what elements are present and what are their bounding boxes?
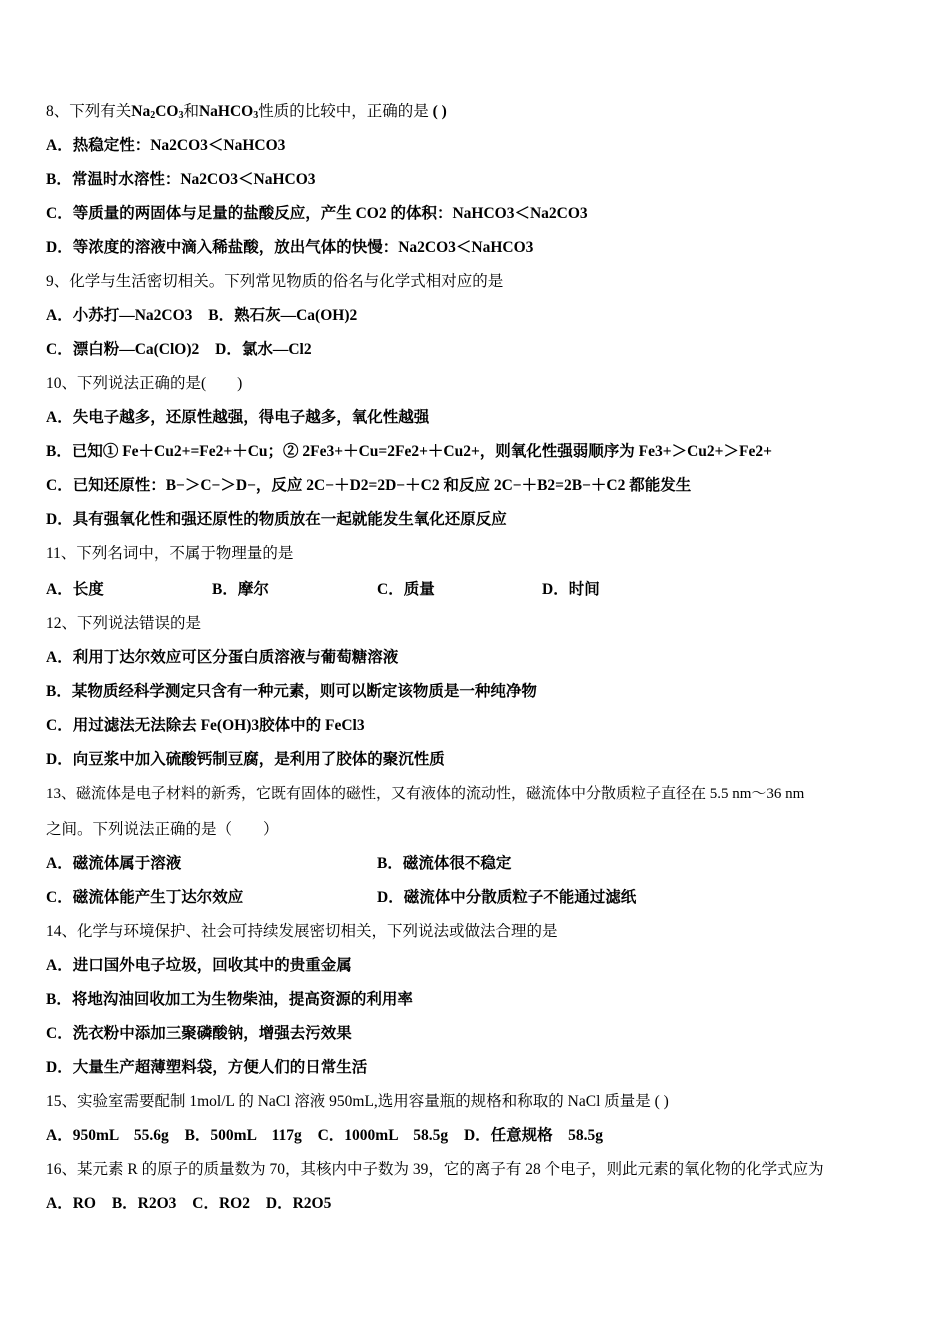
q8-stem-text-b: 和 [183, 103, 199, 120]
q9-option-a: A．小苏打—Na2CO3 [46, 307, 193, 324]
q8-option-b: B．常温时水溶性：Na2CO3＜NaHCO3 [46, 171, 316, 188]
q9-stem: 9、化学与生活密切相关。下列常见物质的俗名与化学式相对应的是 [46, 273, 504, 290]
q14-option-c: C．洗衣粉中添加三聚磷酸钠，增强去污效果 [46, 1025, 352, 1042]
q8-stem-text-a: 8、下列有关 [46, 103, 132, 120]
q15-option-d: D．任意规格 58.5g [463, 1127, 604, 1144]
q12-option-b: B．某物质经科学测定只含有一种元素，则可以断定该物质是一种纯净物 [46, 683, 537, 700]
q15-option-c: C．1000mL 58.5g [317, 1127, 449, 1144]
q11-option-a: A．长度 [46, 581, 104, 598]
q13-stem-line-1: 13、磁流体是电子材料的新秀，它既有固体的磁性，又有液体的流动性，磁流体中分散质粒子直径在 5.5 nm～36 nm [46, 786, 805, 802]
q11-option-d: D．时间 [542, 581, 600, 598]
q8-option-d: D．等浓度的溶液中滴入稀盐酸，放出气体的快慢：Na2CO3＜NaHCO3 [46, 239, 534, 256]
q10-option-d: D．具有强氧化性和强还原性的物质放在一起就能发生氧化还原反应 [46, 511, 507, 528]
q8-paren: ( ) [432, 103, 447, 120]
q16-options-row [46, 1194, 331, 1214]
q14-option-a: A．进口国外电子垃圾，回收其中的贵重金属 [46, 957, 352, 974]
q13-stem-line-2: 之间。下列说法正确的是（ ） [46, 821, 279, 838]
q14-option-d: D．大量生产超薄塑料袋，方便人们的日常生活 [46, 1059, 368, 1076]
q12-option-c: C．用过滤法无法除去 Fe(OH)3胶体中的 FeCl3 [46, 717, 365, 734]
q13-option-d: D．磁流体中分散质粒子不能通过滤纸 [377, 889, 637, 906]
q15-stem: 15、实验室需要配制 1mol/L 的 NaCl 溶液 950mL,选用容量瓶的规格和称取的 NaCl 质量是 ( ) [46, 1093, 669, 1110]
q13-option-c: C．磁流体能产生丁达尔效应 [46, 889, 244, 906]
q11-option-b: B．摩尔 [212, 581, 269, 598]
q12-stem: 12、下列说法错误的是 [46, 615, 202, 632]
q9-option-b: B．熟石灰—Ca(OH)2 [208, 307, 358, 324]
q8-stem-text-c: 性质的比较中，正确的是 [258, 103, 429, 120]
q12-option-a: A．利用丁达尔效应可区分蛋白质溶液与葡萄糖溶液 [46, 649, 399, 666]
q16-option-a: A．RO [46, 1195, 96, 1212]
q16-stem: 16、某元素 R 的原子的质量数为 70，其核内中子数为 39，它的离子有 28 个电子，则此元素的氧化物的化学式应为 [46, 1161, 824, 1178]
q8-stem: 8、下列有关$Na_2CO_3$和NaHCO$_3$性质的比较中，正确的是 ( ) [46, 103, 447, 121]
q11-stem: 11、下列名词中，不属于物理量的是 [46, 545, 294, 562]
q9-option-c: C．漂白粉—Ca(ClO)2 [46, 341, 200, 358]
q11-option-c: C．质量 [377, 581, 435, 598]
q14-option-b: B．将地沟油回收加工为生物柴油，提高资源的利用率 [46, 991, 413, 1008]
q10-option-a: A．失电子越多，还原性越强，得电子越多，氧化性越强 [46, 409, 430, 426]
q10-stem: 10、下列说法正确的是( ) [46, 375, 243, 392]
q8-option-c: C．等质量的两固体与足量的盐酸反应，产生 CO2 的体积：NaHCO3＜Na2CO3 [46, 205, 588, 222]
q14-stem: 14、化学与环境保护、社会可持续发展密切相关，下列说法或做法合理的是 [46, 923, 558, 940]
q9-options-row-1 [46, 306, 357, 326]
q10-option-c: C．已知还原性：B−＞C−＞D−，反应 2C−＋D2=2D−＋C2 和反应 2C−＋B2=2B−＋C2 都能发生 [46, 477, 692, 494]
q16-option-c: C．RO2 [192, 1195, 250, 1212]
q15-options-row [46, 1126, 603, 1146]
q15-option-b: B．500mL 117g [184, 1127, 302, 1144]
q10-option-b: B．已知① Fe＋Cu2+=Fe2+＋Cu；② 2Fe3+＋Cu=2Fe2+＋Cu2+，则氧化性强弱顺序为 Fe3+＞Cu2+＞Fe2+ [46, 443, 772, 460]
q13-option-b: B．磁流体很不稳定 [377, 855, 512, 872]
q9-option-d: D．氯水—Cl2 [215, 341, 312, 358]
q13-option-a: A．磁流体属于溶液 [46, 855, 182, 872]
q8-option-a: A．热稳定性：Na2CO3＜NaHCO3 [46, 137, 286, 154]
q9-options-row-2 [46, 340, 312, 360]
q16-option-b: B．R2O3 [111, 1195, 177, 1212]
q16-option-d: D．R2O5 [265, 1195, 332, 1212]
q12-option-d: D．向豆浆中加入硫酸钙制豆腐，是利用了胶体的聚沉性质 [46, 751, 445, 768]
q15-option-a: A．950mL 55.6g [46, 1127, 169, 1144]
